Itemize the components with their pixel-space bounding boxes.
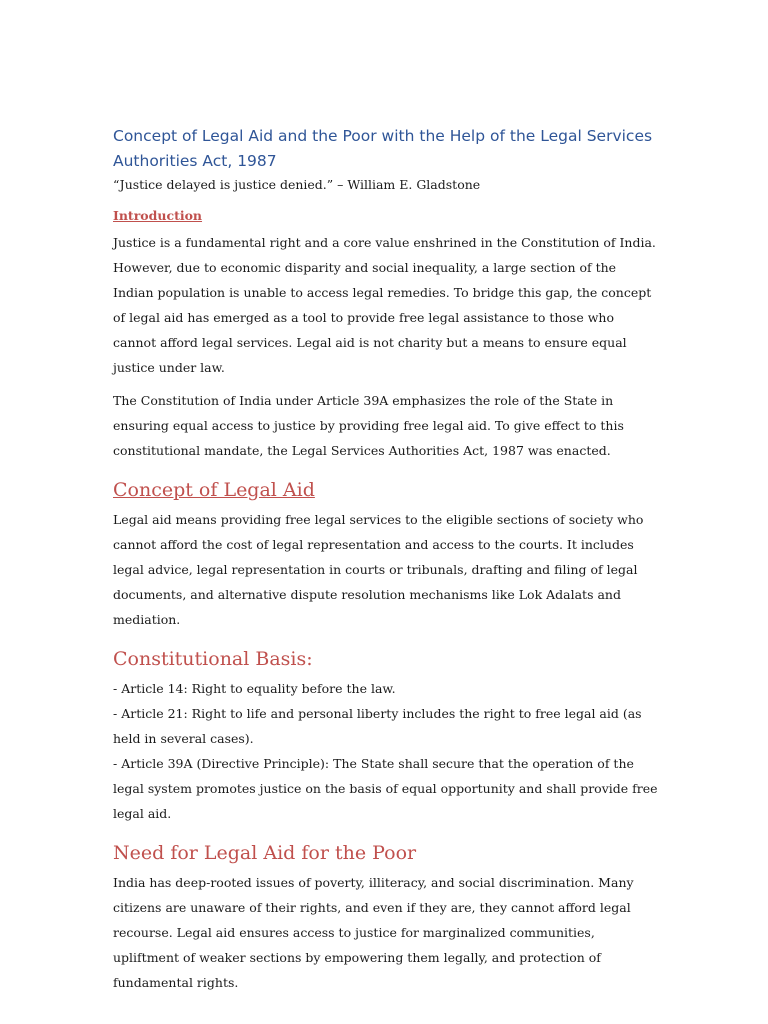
- need-heading: Need for Legal Aid for the Poor: [113, 842, 417, 864]
- introduction-paragraph-2: The Constitution of India under Article 39A emphasizes the role of the State in ensuring equal access to justice by providing free legal aid. To give effect to this constitutional mandate, the Legal Services Authorities Act, 1987 was enacted.: [113, 393, 624, 458]
- epigraph-quote: “Justice delayed is justice denied.” – William E. Gladstone: [113, 177, 481, 192]
- constitutional-basis-heading: Constitutional Basis:: [113, 648, 313, 670]
- concept-paragraph: Legal aid means providing free legal services to the eligible sections of society who cannot afford the cost of legal representation and access to the courts. It includes legal advice, legal representation in courts or tribunals, drafting and filing of legal documents, and alternative dispute resolution mechanisms like Lok Adalats and mediation.: [113, 512, 644, 627]
- document-page: [113, 124, 658, 1003]
- article-21-item: - Article 21: Right to life and personal liberty includes the right to free legal aid (as held in several cases).: [113, 706, 642, 746]
- article-14-item: - Article 14: Right to equality before the law.: [113, 681, 396, 696]
- need-paragraph: India has deep-rooted issues of poverty, illiteracy, and social discrimination. Many citizens are unaware of their rights, and even if they are, they cannot afford legal recourse. Legal aid ensures access to justice for marginalized communities, upliftment of weaker sections by empowering them legally, and protection of fundamental rights.: [113, 875, 634, 990]
- document-title: Concept of Legal Aid and the Poor with the Help of the Legal Services Authorities Act, 1987: [113, 127, 653, 170]
- introduction-heading: Introduction: [113, 208, 203, 223]
- article-39a-item: - Article 39A (Directive Principle): The State shall secure that the operation of the legal system promotes justice on the basis of equal opportunity and shall provide free legal aid.: [113, 756, 658, 821]
- concept-heading: Concept of Legal Aid: [113, 479, 315, 501]
- introduction-paragraph-1: Justice is a fundamental right and a core value enshrined in the Constitution of India. However, due to economic disparity and social inequality, a large section of the Indian population is unable to access legal remedies. To bridge this gap, the concept of legal aid has emerged as a tool to provide free legal assistance to those who cannot afford legal services. Legal aid is not charity but a means to ensure equal justice under law.: [113, 235, 656, 375]
